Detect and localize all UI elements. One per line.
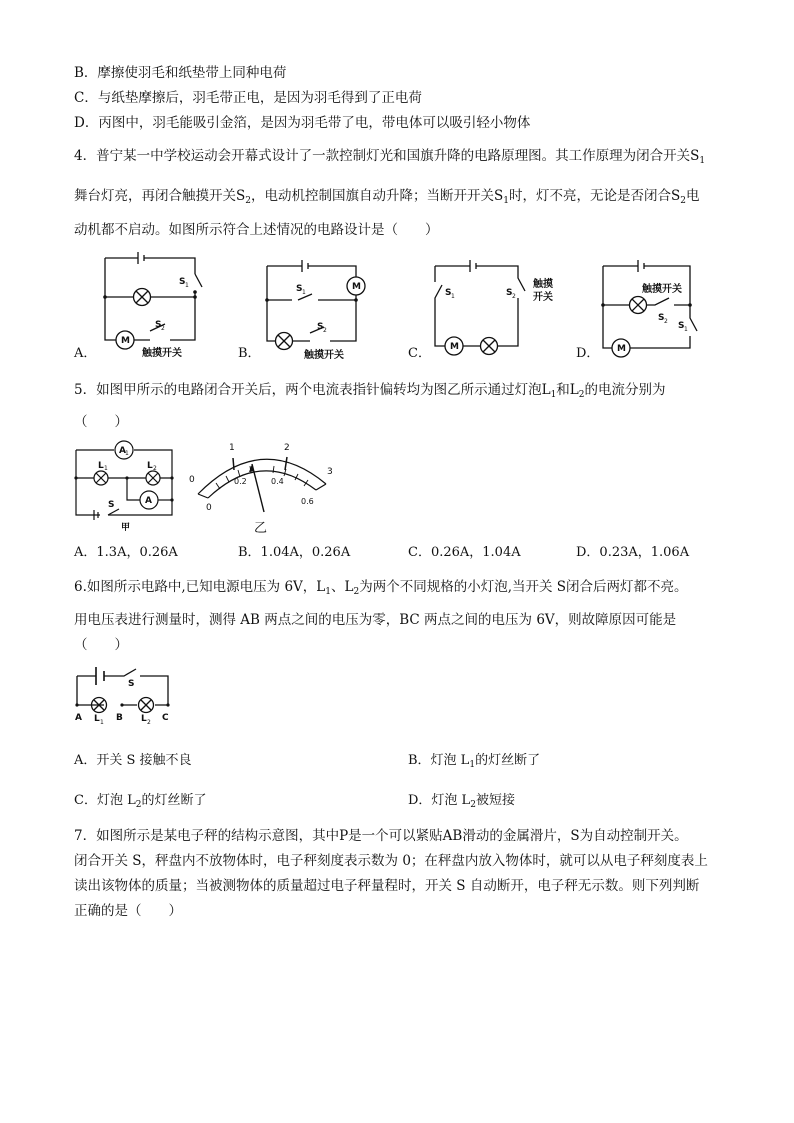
svg-text:S: S [678, 321, 685, 331]
q5-option-b: B．1.04A，0.26A [238, 545, 351, 560]
q3-option-b: B．摩擦使羽毛和纸垫带上同种电荷 [74, 65, 287, 81]
svg-text:乙: 乙 [254, 521, 268, 536]
svg-text:C: C [162, 713, 169, 723]
svg-text:S: S [506, 288, 513, 298]
svg-text:开关: 开关 [533, 292, 553, 303]
dial-inner-arc [208, 471, 316, 498]
svg-text:1: 1 [104, 465, 108, 472]
q4-stem-line2: 舞台灯亮，再闭合触摸开关$S_2$，电动机控制国旗自动升降；当断开开关$S_1$时，灯不亮，无论是否闭合$S_2$电 [74, 188, 700, 206]
q4-circuit-b [262, 258, 374, 363]
svg-text:L: L [94, 714, 100, 724]
q4-stem-line1: 4．普宁某一中学校运动会开幕式设计了一款控制灯光和国旗升降的电路原理图。其工作原理为闭合开关$S_1$ [74, 148, 706, 166]
svg-text:S: S [445, 288, 452, 298]
svg-text:2: 2 [284, 443, 290, 453]
svg-text:1: 1 [185, 282, 189, 289]
svg-text:S: S [108, 500, 115, 510]
svg-text:S: S [155, 320, 162, 330]
q4-label-b: B． [238, 346, 261, 361]
svg-text:触摸开关: 触摸开关 [304, 350, 344, 361]
svg-text:S: S [317, 322, 324, 332]
svg-text:2: 2 [512, 293, 516, 300]
svg-text:M: M [352, 282, 361, 292]
svg-text:0: 0 [189, 475, 195, 485]
q4-circuit-c [430, 258, 560, 363]
q3-option-c: C．与纸垫摩擦后，羽毛带正电，是因为羽毛得到了正电荷 [74, 90, 422, 106]
svg-text:L: L [147, 461, 153, 471]
q7-stem-line3: 读出该物体的质量；当被测物体的质量超过电子秤量程时，开关 S 自动断开，电子秤无示数。则下列判断 [74, 878, 700, 894]
svg-text:甲: 甲 [121, 523, 131, 533]
svg-text:S: S [296, 284, 303, 294]
q5-option-d: D．0.23A，1.06A [576, 545, 690, 560]
q5-option-c: C．0.26A，1.04A [408, 545, 521, 560]
q5-circuit-jia [72, 440, 182, 532]
q5-stem-line1: 5．如图甲所示的电路闭合开关后，两个电流表指针偏转均为图乙所示通过灯泡$L_1$和$L_2$的电流分别为 [74, 382, 666, 400]
svg-text:1: 1 [229, 443, 235, 453]
svg-text:1: 1 [100, 719, 104, 726]
svg-text:1: 1 [451, 293, 455, 300]
svg-text:2: 2 [323, 327, 327, 334]
q6-option-d: D．灯泡 $L_2$被短接 [408, 793, 515, 810]
svg-text:1: 1 [302, 289, 306, 296]
svg-text:L: L [98, 461, 104, 471]
svg-text:触摸开关: 触摸开关 [642, 284, 682, 295]
svg-text:M: M [450, 342, 459, 352]
svg-text:3: 3 [327, 467, 333, 477]
svg-text:0.6: 0.6 [301, 497, 314, 506]
svg-text:2: 2 [153, 465, 157, 472]
svg-text:A: A [145, 496, 152, 506]
q4-circuit-a [100, 250, 210, 362]
q4-label-a: A． [74, 346, 97, 361]
q5-stem-line2: （ ） [74, 414, 128, 430]
svg-text:1: 1 [684, 326, 688, 333]
q4-label-c: C． [408, 346, 431, 361]
q5-option-a: A．1.3A，0.26A [74, 545, 178, 560]
q7-stem-line4: 正确的是（ ） [74, 903, 182, 919]
q4-label-d: D． [576, 346, 600, 361]
svg-text:M: M [121, 336, 130, 346]
q6-option-b: B．灯泡 $L_1$的灯丝断了 [408, 753, 541, 770]
q4-circuit-d [598, 258, 713, 363]
svg-text:2: 2 [161, 325, 165, 332]
svg-text:S: S [179, 277, 186, 287]
svg-text:2: 2 [147, 719, 151, 726]
svg-text:A: A [119, 446, 126, 456]
svg-text:1: 1 [125, 450, 129, 457]
dial-outer-arc [198, 459, 326, 494]
svg-text:0.4: 0.4 [271, 477, 284, 486]
q4-stem-line3: 动机都不启动。如图所示符合上述情况的电路设计是（ ） [74, 222, 439, 238]
svg-text:触摸开关: 触摸开关 [142, 348, 182, 359]
svg-text:B: B [116, 713, 123, 723]
q6-stem-line3: （ ） [74, 637, 128, 653]
q6-stem-line2: 用电压表进行测量时，测得 AB 两点之间的电压为零，BC 两点之间的电压为 6V，则故障原因可能是 [74, 612, 677, 628]
svg-text:0.2: 0.2 [234, 477, 247, 486]
q5-ammeter-dial-yi [186, 440, 336, 535]
q6-circuit [72, 658, 182, 728]
svg-text:M: M [617, 344, 626, 354]
q7-stem-line2: 闭合开关 S，秤盘内不放物体时，电子秤刻度表示数为 0；在秤盘内放入物体时，就可以从电子秤刻度表上 [74, 853, 708, 869]
svg-text:S: S [658, 313, 665, 323]
svg-text:S: S [128, 679, 135, 689]
svg-text:触摸: 触摸 [533, 279, 553, 290]
q7-stem-line1: 7．如图所示是某电子秤的结构示意图，其中P是一个可以紧贴AB滑动的金属滑片，S为自动控制开关。 [74, 828, 688, 844]
svg-text:2: 2 [664, 318, 668, 325]
svg-text:L: L [141, 714, 147, 724]
q6-option-a: A．开关 S 接触不良 [74, 753, 192, 768]
svg-text:A: A [75, 713, 82, 723]
q3-option-d: D．丙图中，羽毛能吸引金箔，是因为羽毛带了电，带电体可以吸引轻小物体 [74, 115, 531, 131]
q6-option-c: C．灯泡 $L_2$的灯丝断了 [74, 793, 207, 810]
q6-stem-line1: 6.如图所示电路中,已知电源电压为 6V，$L_1$、$L_2$为两个不同规格的小灯泡,当开关 S闭合后两灯都不亮。 [74, 579, 688, 597]
svg-text:0: 0 [206, 503, 212, 513]
